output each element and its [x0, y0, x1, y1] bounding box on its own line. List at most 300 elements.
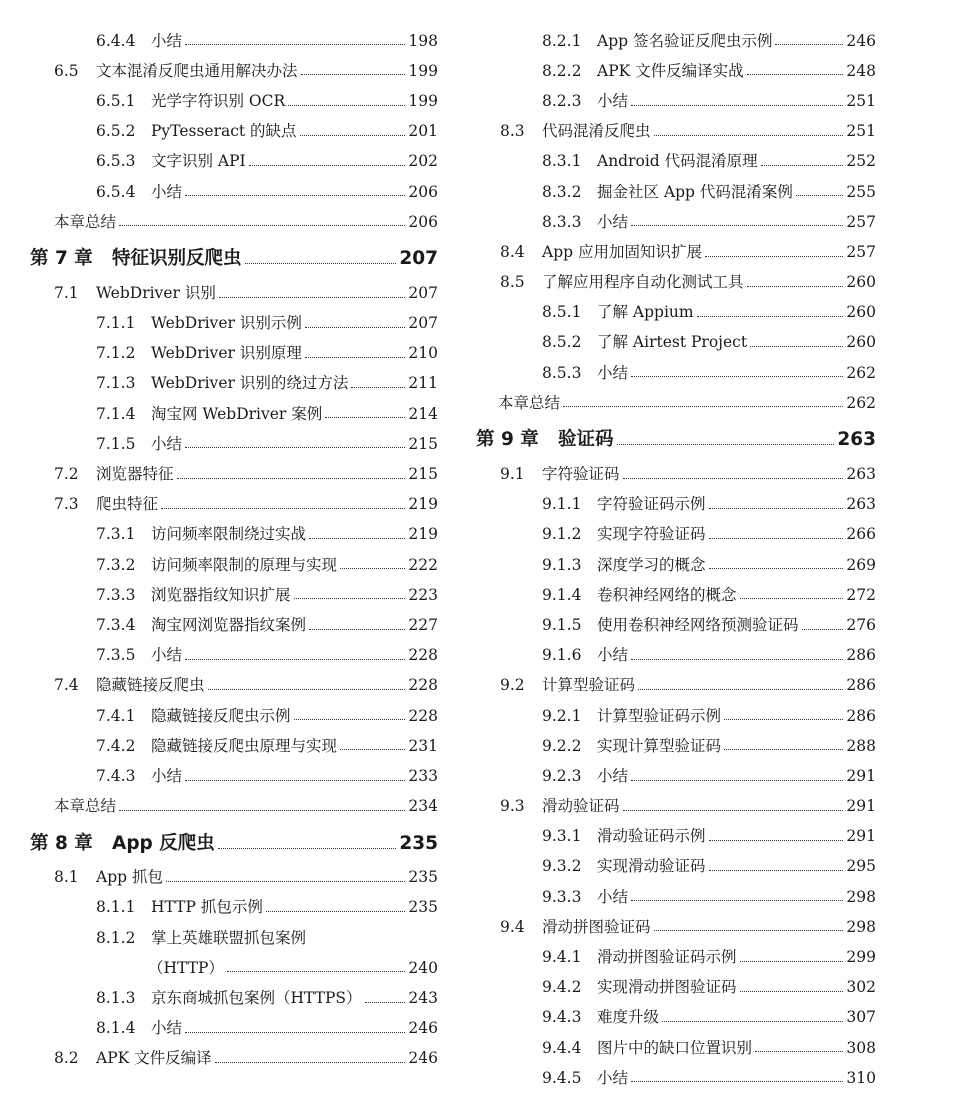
- toc-entry-number: 8.5.1: [542, 303, 582, 322]
- toc-entry-subsection[interactable]: [476, 141, 876, 171]
- toc-entry-page-number: 202: [408, 152, 438, 171]
- toc-entry-title: 计算型验证码: [542, 676, 636, 695]
- dot-leader: [177, 478, 406, 479]
- toc-entry-page-number: 291: [846, 766, 876, 785]
- toc-right-column: [476, 20, 876, 1087]
- toc-entry-page-number: 234: [408, 797, 438, 816]
- toc-entry-number: 第 9 章: [476, 429, 539, 451]
- toc-entry-subsection[interactable]: [30, 111, 438, 141]
- toc-entry-page-number: 211: [408, 374, 438, 393]
- dot-leader: [309, 538, 405, 539]
- toc-entry-number: 8.2.3: [542, 91, 582, 110]
- toc-entry-title: 文字识别 API: [151, 152, 246, 171]
- toc-entry-page-number: 308: [846, 1038, 876, 1057]
- toc-entry-page-number: 246: [408, 1049, 438, 1068]
- toc-entry-page-number: 248: [846, 61, 876, 80]
- toc-entry-page-number: 263: [846, 495, 876, 514]
- toc-entry-page-number: 201: [408, 122, 438, 141]
- toc-entry-subsection[interactable]: [476, 50, 876, 80]
- dot-leader: [351, 387, 405, 388]
- toc-entry-subsection[interactable]: [30, 917, 438, 947]
- toc-entry-subsection[interactable]: [30, 303, 438, 333]
- toc-entry-number: 7.3.1: [96, 525, 136, 544]
- dot-leader: [740, 991, 844, 992]
- toc-entry-subsection[interactable]: [30, 635, 438, 665]
- toc-entry-number: 8.1.2: [96, 928, 136, 947]
- dot-leader: [709, 840, 844, 841]
- toc-entry-title: 验证码: [558, 429, 614, 451]
- toc-entry-page-number: 286: [846, 676, 876, 695]
- toc-entry-number: 7.2: [54, 465, 79, 484]
- toc-entry-page-number: 307: [846, 1008, 876, 1027]
- toc-entry-page-number: 246: [408, 1019, 438, 1038]
- toc-entry-section[interactable]: [476, 231, 876, 261]
- toc-entry-number: 7.1.4: [96, 404, 136, 423]
- toc-entry-page-number: 299: [846, 948, 876, 967]
- toc-entry-section[interactable]: [30, 857, 438, 887]
- toc-entry-subsection[interactable]: [30, 725, 438, 755]
- toc-entry-title: 小结: [597, 212, 629, 231]
- toc-entry-page-number: 227: [408, 615, 438, 634]
- toc-entry-title: Android 代码混淆原理: [597, 152, 758, 171]
- toc-entry-page-number: 272: [846, 585, 876, 604]
- toc-entry-title: 文本混淆反爬虫通用解决办法: [96, 61, 298, 80]
- toc-entry-page-number: 251: [846, 122, 876, 141]
- toc-entry-title: 难度升级: [597, 1008, 660, 1027]
- toc-entry-title: 光学字符识别 OCR: [151, 91, 286, 110]
- toc-entry-page-number: 263: [837, 429, 876, 451]
- toc-entry-title: 图片中的缺口位置识别: [597, 1038, 753, 1057]
- toc-entry-number: 7.1: [54, 283, 79, 302]
- toc-entry-number: 9.1: [500, 465, 525, 484]
- dot-leader: [294, 719, 406, 720]
- toc-entry-subsection[interactable]: [476, 544, 876, 574]
- dot-leader: [709, 568, 844, 569]
- toc-entry-title: APK 文件反编译: [96, 1049, 212, 1068]
- toc-entry-number: 9.2.2: [542, 736, 582, 755]
- toc-entry-title: 滑动拼图验证码: [542, 917, 651, 936]
- toc-entry-page-number: 295: [846, 857, 876, 876]
- toc-entry-subsection[interactable]: [30, 423, 438, 453]
- dot-leader: [340, 749, 405, 750]
- toc-entry-page-number: 260: [846, 303, 876, 322]
- dot-leader: [724, 749, 843, 750]
- toc-entry-page-number: 206: [408, 212, 438, 231]
- toc-entry-title: 实现滑动验证码: [597, 857, 706, 876]
- toc-entry-title: 淘宝网浏览器指纹案例: [151, 615, 307, 634]
- toc-entry-number: 8.1.1: [96, 898, 136, 917]
- toc-entry-title: 爬虫特征: [96, 495, 159, 514]
- toc-entry-number: 7.3.3: [96, 585, 136, 604]
- dot-leader: [638, 689, 843, 690]
- dot-leader: [697, 316, 844, 317]
- dot-leader: [300, 135, 406, 136]
- toc-entry-page-number: 198: [408, 31, 438, 50]
- toc-entry-number: 9.3.2: [542, 857, 582, 876]
- toc-entry-number: 9.1.2: [542, 525, 582, 544]
- toc-entry-cont[interactable]: [30, 947, 438, 977]
- toc-entry-title: 本章总结: [54, 797, 117, 816]
- toc-entry-number: 8.3.2: [542, 182, 582, 201]
- toc-entry-number: 8.3: [500, 122, 525, 141]
- dot-leader: [750, 346, 843, 347]
- toc-entry-subsection[interactable]: [30, 887, 438, 917]
- toc-entry-title: 计算型验证码示例: [597, 706, 722, 725]
- toc-entry-title: 实现字符验证码: [597, 525, 706, 544]
- toc-entry-title: 隐藏链接反爬虫: [96, 676, 205, 695]
- toc-entry-title: 本章总结: [54, 212, 117, 231]
- toc-entry-number: 9.1.3: [542, 555, 582, 574]
- toc-entry-page-number: 240: [408, 958, 438, 977]
- toc-entry-number: 6.5.2: [96, 122, 136, 141]
- toc-entry-subsection[interactable]: [476, 20, 876, 50]
- dot-leader: [309, 629, 405, 630]
- dot-leader: [249, 165, 406, 166]
- toc-entry-subsection[interactable]: [476, 846, 876, 876]
- toc-entry-subsection[interactable]: [30, 363, 438, 393]
- toc-entry-section[interactable]: [30, 484, 438, 514]
- toc-entry-title: App 反爬虫: [112, 832, 215, 854]
- toc-entry-title: 滑动验证码: [542, 797, 620, 816]
- toc-entry-page-number: 210: [408, 344, 438, 363]
- toc-entry-subsection[interactable]: [30, 1008, 438, 1038]
- toc-entry-subsection[interactable]: [30, 393, 438, 423]
- toc-entry-number: 7.4.2: [96, 736, 136, 755]
- dot-leader: [654, 135, 844, 136]
- toc-entry-number: 8.1.4: [96, 1019, 136, 1038]
- toc-entry-subsection[interactable]: [30, 604, 438, 634]
- toc-entry-title: 淘宝网 WebDriver 案例: [151, 404, 323, 423]
- toc-entry-title: 京东商城抓包案例（HTTPS）: [151, 989, 362, 1008]
- toc-entry-subsection[interactable]: [476, 292, 876, 322]
- toc-entry-subsection[interactable]: [476, 1027, 876, 1057]
- toc-entry-title: 浏览器指纹知识扩展: [151, 585, 291, 604]
- dot-leader: [325, 417, 405, 418]
- dot-leader: [266, 911, 406, 912]
- toc-entry-number: 7.1.3: [96, 374, 136, 393]
- toc-entry-number: 8.5.2: [542, 333, 582, 352]
- dot-leader: [294, 598, 406, 599]
- dot-leader: [119, 810, 405, 811]
- dot-leader: [709, 870, 844, 871]
- toc-entry-title: 小结: [151, 646, 183, 665]
- toc-entry-page-number: 228: [408, 646, 438, 665]
- toc-entry-number: 7.1.1: [96, 314, 136, 333]
- toc-entry-summary[interactable]: [30, 786, 438, 816]
- toc-entry-subsection[interactable]: [30, 574, 438, 604]
- toc-entry-page-number: 219: [408, 495, 438, 514]
- toc-entry-summary[interactable]: [30, 201, 438, 231]
- toc-entry-subsection[interactable]: [476, 635, 876, 665]
- dot-leader: [119, 225, 405, 226]
- toc-entry-section[interactable]: [476, 453, 876, 483]
- toc-entry-number: 7.4: [54, 676, 79, 695]
- toc-entry-title: 小结: [597, 646, 629, 665]
- toc-entry-page-number: 215: [408, 434, 438, 453]
- toc-entry-page-number: 255: [846, 182, 876, 201]
- dot-leader: [631, 225, 843, 226]
- toc-entry-page-number: 257: [846, 242, 876, 261]
- toc-entry-page-number: 231: [408, 736, 438, 755]
- dot-leader: [185, 447, 405, 448]
- toc-entry-page-number: 302: [846, 978, 876, 997]
- toc-entry-title: 滑动验证码示例: [597, 827, 706, 846]
- toc-entry-page-number: 262: [846, 393, 876, 412]
- toc-entry-subsection[interactable]: [476, 695, 876, 725]
- toc-entry-page-number: 243: [408, 989, 438, 1008]
- dot-leader: [185, 44, 405, 45]
- dot-leader: [631, 1081, 843, 1082]
- toc-entry-number: 6.4.4: [96, 31, 136, 50]
- dot-leader: [218, 848, 397, 849]
- toc-entry-page-number: 222: [408, 555, 438, 574]
- toc-entry-subsection[interactable]: [30, 80, 438, 110]
- toc-entry-title: WebDriver 识别示例: [151, 314, 302, 333]
- dot-leader: [340, 568, 405, 569]
- toc-entry-subsection[interactable]: [476, 816, 876, 846]
- toc-entry-title: 实现滑动拼图验证码: [597, 978, 737, 997]
- dot-leader: [617, 444, 835, 445]
- toc-entry-subsection[interactable]: [476, 484, 876, 514]
- toc-entry-section[interactable]: [30, 272, 438, 302]
- toc-entry-page-number: 269: [846, 555, 876, 574]
- dot-leader: [301, 74, 406, 75]
- dot-leader: [185, 780, 405, 781]
- toc-entry-number: 6.5.4: [96, 182, 136, 201]
- toc-entry-page-number: 246: [846, 31, 876, 50]
- dot-leader: [755, 1051, 843, 1052]
- toc-entry-number: 9.3: [500, 797, 525, 816]
- toc-entry-page-number: 276: [846, 615, 876, 634]
- toc-entry-section[interactable]: [30, 50, 438, 80]
- toc-entry-title: 小结: [151, 766, 183, 785]
- toc-entry-page-number: 260: [846, 273, 876, 292]
- dot-leader: [185, 195, 405, 196]
- toc-entry-chapter[interactable]: [476, 412, 876, 453]
- toc-entry-number: 9.3.3: [542, 887, 582, 906]
- toc-entry-title: 小结: [151, 1019, 183, 1038]
- toc-entry-page-number: 235: [408, 898, 438, 917]
- toc-entry-subsection[interactable]: [30, 171, 438, 201]
- dot-leader: [775, 44, 843, 45]
- toc-entry-number: 7.3.2: [96, 555, 136, 574]
- toc-entry-subsection[interactable]: [30, 514, 438, 544]
- dot-leader: [631, 105, 843, 106]
- toc-entry-title: 本章总结: [498, 393, 561, 412]
- toc-entry-page-number: 260: [846, 333, 876, 352]
- toc-entry-number: 9.2.3: [542, 766, 582, 785]
- toc-entry-page-number: 286: [846, 646, 876, 665]
- toc-entry-number: 9.3.1: [542, 827, 582, 846]
- dot-leader: [166, 881, 405, 882]
- toc-entry-number: 9.2.1: [542, 706, 582, 725]
- toc-entry-number: 6.5: [54, 61, 79, 80]
- toc-entry-subsection[interactable]: [476, 876, 876, 906]
- toc-entry-page-number: 262: [846, 363, 876, 382]
- dot-leader: [215, 1062, 406, 1063]
- toc-entry-title: 访问频率限制的原理与实现: [151, 555, 338, 574]
- toc-entry-page-number: 207: [408, 283, 438, 302]
- toc-entry-subsection[interactable]: [476, 936, 876, 966]
- toc-entry-title: 了解应用程序自动化测试工具: [542, 273, 744, 292]
- toc-entry-subsection[interactable]: [476, 755, 876, 785]
- toc-entry-number: 7.1.2: [96, 344, 136, 363]
- toc-entry-page-number: 235: [399, 832, 438, 854]
- toc-entry-section[interactable]: [30, 1038, 438, 1068]
- toc-entry-title: 实现计算型验证码: [597, 736, 722, 755]
- toc-entry-subsection[interactable]: [30, 695, 438, 725]
- toc-entry-chapter[interactable]: [30, 231, 438, 272]
- toc-entry-number: 8.1: [54, 868, 79, 887]
- toc-entry-page-number: 199: [408, 91, 438, 110]
- toc-entry-number: 9.1.5: [542, 615, 582, 634]
- toc-entry-number: 8.2.2: [542, 61, 582, 80]
- toc-entry-title: 了解 Airtest Project: [597, 333, 748, 352]
- dot-leader: [631, 780, 843, 781]
- toc-entry-page-number: 310: [846, 1068, 876, 1087]
- toc-entry-section[interactable]: [30, 453, 438, 483]
- dot-leader: [305, 327, 406, 328]
- toc-entry-section[interactable]: [30, 665, 438, 695]
- toc-entry-title: 特征识别反爬虫: [112, 248, 242, 270]
- dot-leader: [802, 629, 844, 630]
- toc-entry-title: 了解 Appium: [597, 303, 694, 322]
- toc-entry-page-number: 257: [846, 212, 876, 231]
- toc-entry-subsection[interactable]: [476, 967, 876, 997]
- toc-entry-number: 7.4.1: [96, 706, 136, 725]
- toc-entry-title: 小结: [597, 1068, 629, 1087]
- toc-entry-subsection[interactable]: [476, 352, 876, 382]
- toc-entry-subsection[interactable]: [30, 755, 438, 785]
- dot-leader: [761, 165, 844, 166]
- toc-entry-page-number: 291: [846, 797, 876, 816]
- toc-entry-page-number: 251: [846, 91, 876, 110]
- dot-leader: [796, 195, 844, 196]
- toc-entry-title: 卷积神经网络的概念: [597, 585, 737, 604]
- toc-entry-subsection[interactable]: [476, 1057, 876, 1087]
- toc-entry-number: 7.3.5: [96, 646, 136, 665]
- toc-entry-page-number: 223: [408, 585, 438, 604]
- toc-entry-section[interactable]: [476, 786, 876, 816]
- dot-leader: [631, 900, 843, 901]
- toc-entry-number: 7.3: [54, 495, 79, 514]
- toc-entry-title: APK 文件反编译实战: [597, 61, 744, 80]
- toc-entry-summary[interactable]: [476, 382, 876, 412]
- toc-entry-title: App 应用加固知识扩展: [542, 242, 702, 261]
- toc-entry-number: 8.3.3: [542, 212, 582, 231]
- toc-entry-subsection[interactable]: [476, 322, 876, 352]
- toc-entry-number: 6.5.3: [96, 152, 136, 171]
- toc-entry-subsection[interactable]: [30, 141, 438, 171]
- toc-entry-title: WebDriver 识别原理: [151, 344, 302, 363]
- toc-entry-number: 第 7 章: [30, 248, 93, 270]
- toc-entry-subsection[interactable]: [476, 201, 876, 231]
- toc-entry-page-number: 215: [408, 465, 438, 484]
- toc-entry-number: 9.4.5: [542, 1068, 582, 1087]
- toc-entry-page-number: 228: [408, 706, 438, 725]
- dot-leader: [747, 286, 844, 287]
- toc-entry-subsection[interactable]: [30, 977, 438, 1007]
- dot-leader: [305, 357, 406, 358]
- toc-entry-page-number: 206: [408, 182, 438, 201]
- toc-entry-title: 小结: [597, 766, 629, 785]
- dot-leader: [709, 538, 844, 539]
- toc-entry-title: 字符验证码: [542, 465, 620, 484]
- toc-entry-title: 掌上英雄联盟抓包案例: [151, 928, 307, 947]
- toc-entry-subsection[interactable]: [30, 20, 438, 50]
- toc-entry-number: 9.4: [500, 917, 525, 936]
- toc-entry-section[interactable]: [476, 111, 876, 141]
- toc-entry-number: 9.4.1: [542, 948, 582, 967]
- toc-entry-number: 9.4.3: [542, 1008, 582, 1027]
- toc-entry-section[interactable]: [476, 665, 876, 695]
- dot-leader: [631, 376, 843, 377]
- dot-leader: [654, 930, 844, 931]
- toc-entry-title: 隐藏链接反爬虫示例: [151, 706, 291, 725]
- toc-entry-section[interactable]: [476, 262, 876, 292]
- toc-entry-page-number: 298: [846, 887, 876, 906]
- toc-entry-title: 小结: [151, 182, 183, 201]
- toc-entry-chapter[interactable]: [30, 816, 438, 857]
- toc-entry-subsection[interactable]: [30, 333, 438, 363]
- toc-entry-title: 深度学习的概念: [597, 555, 706, 574]
- toc-entry-subsection[interactable]: [476, 725, 876, 755]
- toc-entry-number: 8.2.1: [542, 31, 582, 50]
- toc-entry-number: 9.2: [500, 676, 525, 695]
- toc-entry-number: 7.1.5: [96, 434, 136, 453]
- toc-entry-page-number: 199: [408, 61, 438, 80]
- toc-entry-section[interactable]: [476, 906, 876, 936]
- toc-entry-subsection[interactable]: [476, 80, 876, 110]
- toc-entry-subsection[interactable]: [476, 514, 876, 544]
- dot-leader: [185, 1032, 405, 1033]
- toc-entry-subsection[interactable]: [476, 171, 876, 201]
- toc-entry-subsection[interactable]: [30, 544, 438, 574]
- toc-entry-title: 小结: [151, 434, 183, 453]
- toc-entry-number: 8.1.3: [96, 989, 136, 1008]
- dot-leader: [288, 105, 405, 106]
- toc-entry-title: 使用卷积神经网络预测验证码: [597, 615, 799, 634]
- dot-leader: [365, 1002, 406, 1003]
- dot-leader: [245, 263, 397, 264]
- toc-entry-number: 第 8 章: [30, 832, 93, 854]
- toc-entry-page-number: 291: [846, 827, 876, 846]
- toc-entry-subsection[interactable]: [476, 574, 876, 604]
- dot-leader: [227, 971, 405, 972]
- toc-entry-page-number: 252: [846, 152, 876, 171]
- dot-leader: [724, 719, 843, 720]
- toc-entry-number: 9.1.4: [542, 585, 582, 604]
- toc-entry-title: 代码混淆反爬虫: [542, 122, 651, 141]
- toc-entry-title: App 抓包: [96, 868, 163, 887]
- toc-entry-page-number: 207: [399, 248, 438, 270]
- toc-entry-page-number: 286: [846, 706, 876, 725]
- toc-entry-title: 浏览器特征: [96, 465, 174, 484]
- toc-entry-subsection[interactable]: [476, 997, 876, 1027]
- toc-entry-page-number: 214: [408, 404, 438, 423]
- toc-entry-title: 小结: [597, 363, 629, 382]
- toc-entry-title: 滑动拼图验证码示例: [597, 948, 737, 967]
- toc-entry-subsection[interactable]: [476, 604, 876, 634]
- dot-leader: [161, 508, 405, 509]
- dot-leader: [705, 256, 843, 257]
- toc-entry-title: 小结: [597, 91, 629, 110]
- dot-leader: [631, 659, 843, 660]
- toc-entry-page-number: 219: [408, 525, 438, 544]
- dot-leader: [623, 810, 844, 811]
- toc-entry-title: 字符验证码示例: [597, 495, 706, 514]
- dot-leader: [740, 961, 844, 962]
